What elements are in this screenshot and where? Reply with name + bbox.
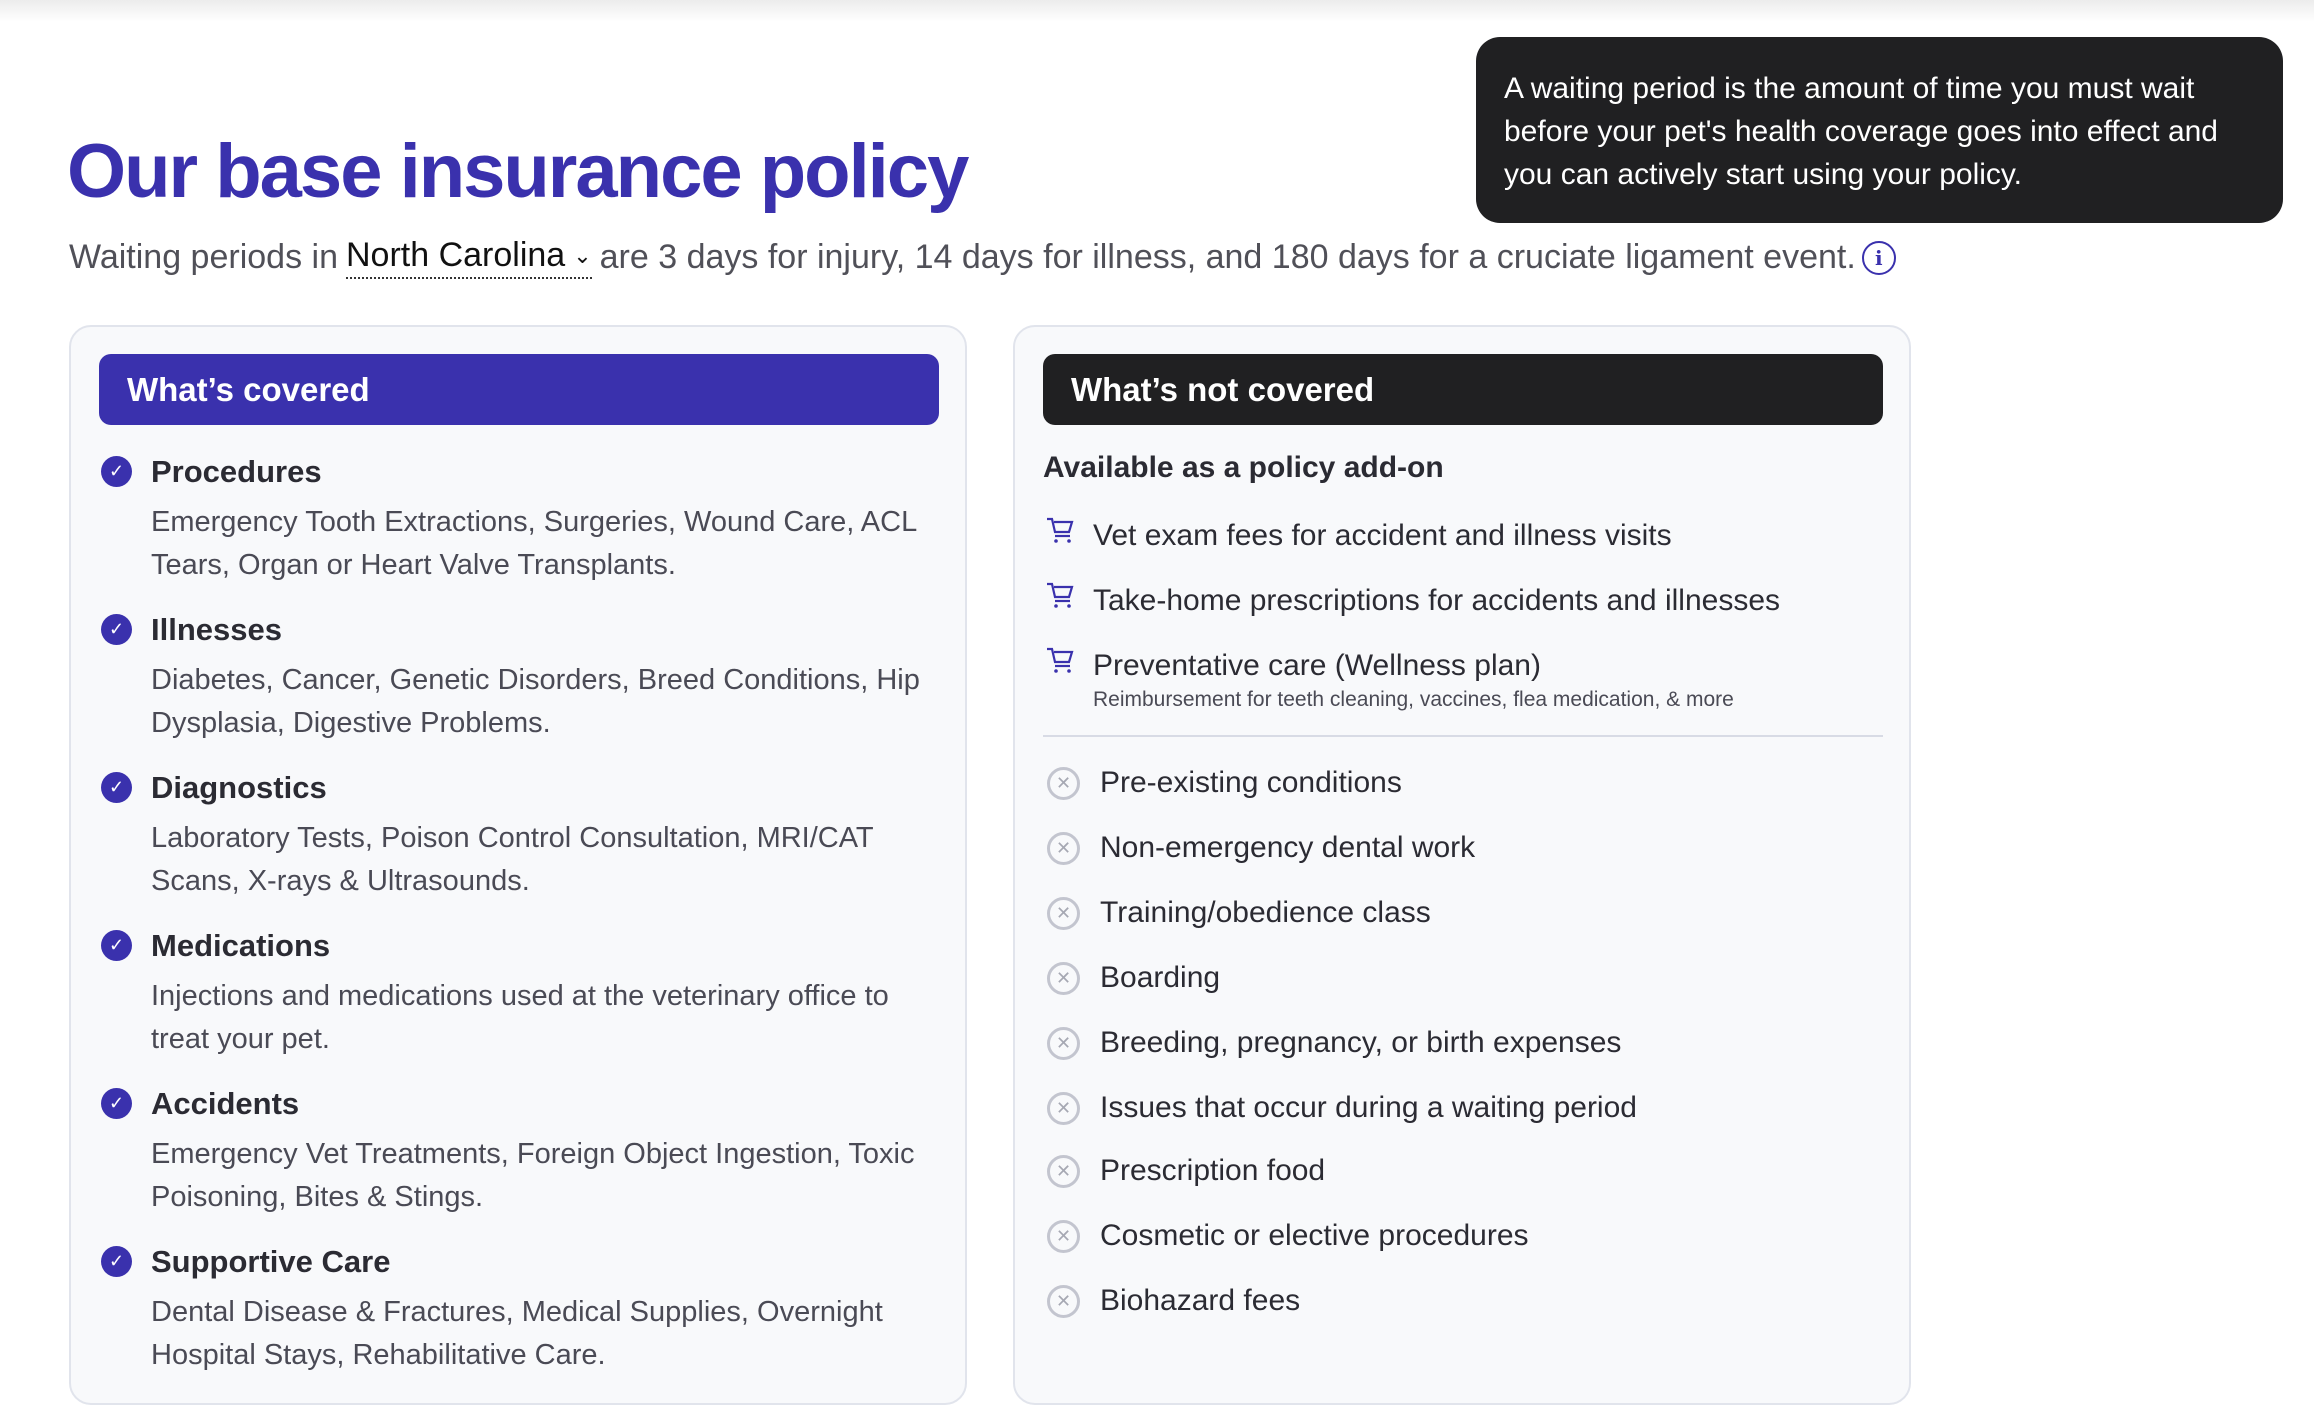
info-icon[interactable]: i xyxy=(1862,241,1896,275)
x-circle-icon: ✕ xyxy=(1047,1092,1080,1125)
waiting-suffix: are 3 days for injury, 14 days for illness, and 180 days for a cruciate ligament event. xyxy=(599,238,1856,276)
waiting-periods-text xyxy=(69,236,1896,279)
covered-item xyxy=(101,1083,941,1219)
excluded-label: Prescription food xyxy=(1100,1154,1326,1187)
check-circle-icon: ✓ xyxy=(101,930,132,961)
excluded-item xyxy=(1047,893,1431,933)
waiting-prefix: Waiting periods in xyxy=(69,238,338,276)
x-circle-icon: ✕ xyxy=(1047,1155,1080,1188)
x-circle-icon: ✕ xyxy=(1047,1220,1080,1253)
state-selector[interactable] xyxy=(346,236,592,279)
addon-label: Take-home prescriptions for accidents and illnesses xyxy=(1093,584,1780,617)
check-circle-icon: ✓ xyxy=(101,456,132,487)
check-circle-icon: ✓ xyxy=(101,772,132,803)
not-covered-card xyxy=(1013,325,1911,1405)
x-circle-icon: ✕ xyxy=(1047,1027,1080,1060)
excluded-label: Boarding xyxy=(1100,961,1221,994)
excluded-label: Non-emergency dental work xyxy=(1100,831,1476,864)
x-circle-icon: ✕ xyxy=(1047,962,1080,995)
check-circle-icon: ✓ xyxy=(101,1088,132,1119)
cart-icon xyxy=(1045,516,1075,549)
addon-label: Preventative care (Wellness plan) xyxy=(1093,649,1541,682)
covered-item-desc: Laboratory Tests, Poison Control Consultation, MRI/CAT Scans, X-rays & Ultrasounds. xyxy=(151,822,874,897)
addon-item xyxy=(1045,646,1734,714)
page-title: Our base insurance policy xyxy=(67,129,968,214)
excluded-item xyxy=(1047,958,1220,998)
covered-item-title: Supportive Care xyxy=(151,1244,391,1279)
covered-item-desc: Diabetes, Cancer, Genetic Disorders, Breed Conditions, Hip Dysplasia, Digestive Problems. xyxy=(151,664,920,739)
covered-item xyxy=(101,925,941,1061)
excluded-item xyxy=(1047,1151,1325,1191)
cart-icon xyxy=(1045,646,1075,679)
excluded-label: Cosmetic or elective procedures xyxy=(1100,1219,1529,1252)
excluded-item xyxy=(1047,1023,1621,1063)
state-value: North Carolina xyxy=(345,236,566,274)
check-circle-icon: ✓ xyxy=(101,614,132,645)
check-circle-icon: ✓ xyxy=(101,1246,132,1277)
addon-item xyxy=(1045,581,1780,621)
divider xyxy=(1043,735,1883,737)
x-circle-icon: ✕ xyxy=(1047,767,1080,800)
covered-card xyxy=(69,325,967,1405)
covered-header: What’s covered xyxy=(99,354,939,425)
covered-item-title: Diagnostics xyxy=(151,770,327,805)
excluded-label: Training/obedience class xyxy=(1100,896,1431,929)
covered-item-title: Illnesses xyxy=(151,612,282,647)
waiting-period-tooltip: A waiting period is the amount of time you must wait before your pet's health coverage goes into effect and you can actively start using your policy. xyxy=(1476,37,2283,223)
covered-item-desc: Injections and medications used at the veterinary office to treat your pet. xyxy=(151,980,889,1055)
addon-heading: Available as a policy add-on xyxy=(1043,451,1444,484)
excluded-item xyxy=(1047,1281,1300,1321)
top-shadow xyxy=(0,0,2314,22)
x-circle-icon: ✕ xyxy=(1047,1285,1080,1318)
excluded-item xyxy=(1047,1088,1637,1128)
covered-item-desc: Dental Disease & Fractures, Medical Supplies, Overnight Hospital Stays, Rehabilitative Care. xyxy=(151,1296,883,1371)
excluded-item xyxy=(1047,763,1402,803)
excluded-item xyxy=(1047,1216,1529,1256)
covered-item xyxy=(101,451,941,587)
excluded-item xyxy=(1047,828,1475,868)
covered-item-title: Procedures xyxy=(151,454,322,489)
not-covered-header: What’s not covered xyxy=(1043,354,1883,425)
covered-item xyxy=(101,767,941,903)
excluded-label: Pre-existing conditions xyxy=(1100,766,1402,799)
x-circle-icon: ✕ xyxy=(1047,832,1080,865)
excluded-label: Biohazard fees xyxy=(1100,1284,1301,1317)
addon-item xyxy=(1045,516,1672,556)
covered-item-desc: Emergency Tooth Extractions, Surgeries, Wound Care, ACL Tears, Organ or Heart Valve Transplants. xyxy=(151,506,917,581)
chevron-down-icon: ⌄ xyxy=(573,242,592,268)
addon-sublabel: Reimbursement for teeth cleaning, vaccines, flea medication, & more xyxy=(1093,688,1734,711)
x-circle-icon: ✕ xyxy=(1047,897,1080,930)
covered-item-desc: Emergency Vet Treatments, Foreign Object Ingestion, Toxic Poisoning, Bites & Stings. xyxy=(151,1138,915,1213)
cart-icon xyxy=(1045,581,1075,614)
addon-label: Vet exam fees for accident and illness visits xyxy=(1093,519,1672,552)
excluded-label: Breeding, pregnancy, or birth expenses xyxy=(1100,1026,1622,1059)
covered-item xyxy=(101,609,941,745)
covered-item-title: Medications xyxy=(151,928,331,963)
covered-item xyxy=(101,1241,941,1377)
covered-item-title: Accidents xyxy=(151,1086,300,1121)
excluded-label: Issues that occur during a waiting period xyxy=(1100,1091,1637,1124)
